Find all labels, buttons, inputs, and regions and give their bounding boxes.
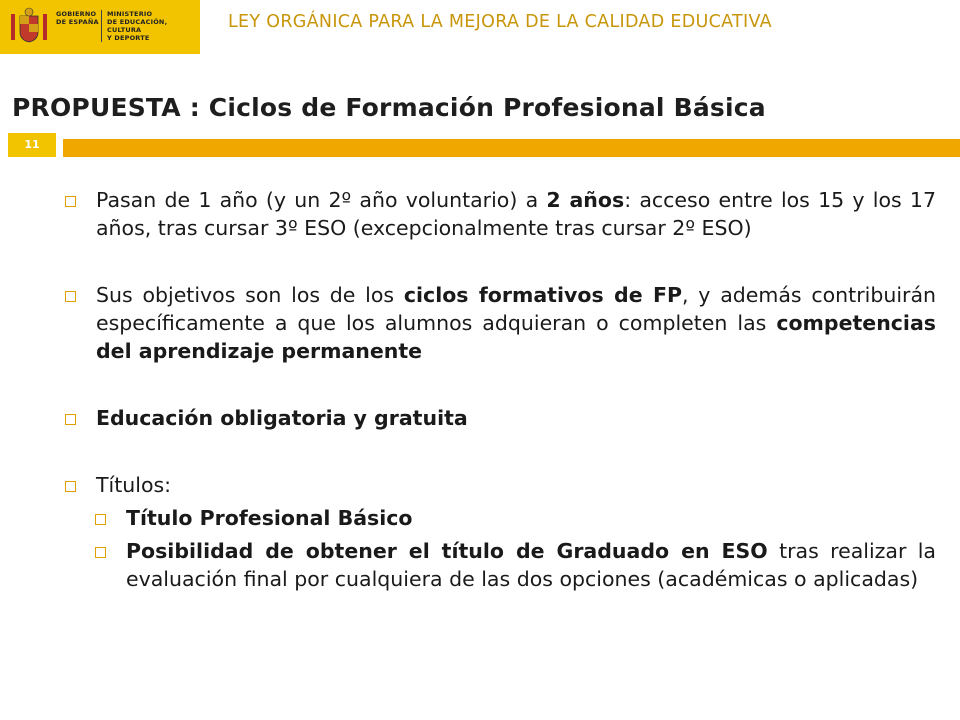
slide-title: PROPUESTA : Ciclos de Formación Profesional Básica (12, 93, 766, 122)
accent-bar (63, 139, 960, 157)
square-bullet-icon (65, 291, 76, 302)
government-label: GOBIERNO DE ESPAÑA (56, 10, 99, 26)
ministry-label: MINISTERIO DE EDUCACIÓN, CULTURA Y DEPORTE (107, 10, 168, 42)
header-title: LEY ORGÁNICA PARA LA MEJORA DE LA CALIDAD EDUCATIVA (228, 12, 772, 32)
bullet-item-objectives: Sus objetivos son los de los ciclos formativos de FP, y además contribuirán específicamente a que los alumnos adquieran o completen las competencias del aprendizaje permanente (60, 281, 936, 365)
square-bullet-icon (65, 414, 76, 425)
bullet-item-duration: Pasan de 1 año (y un 2º año voluntario) a 2 años: acceso entre los 15 y los 17 años, tras cursar 3º ESO (excepcionalmente tras cursar 2º ESO) (60, 186, 936, 242)
bullet-item-compulsory: Educación obligatoria y gratuita (60, 404, 936, 432)
square-bullet-icon (65, 196, 76, 207)
coat-of-arms-icon (8, 6, 50, 48)
logo-divider (101, 10, 102, 42)
square-bullet-icon (95, 547, 106, 558)
square-bullet-icon (95, 514, 106, 525)
slide-number: 11 (8, 133, 56, 157)
square-bullet-icon (65, 481, 76, 492)
ministry-logo (0, 0, 200, 54)
bullet-item-titles: Títulos: (60, 471, 936, 499)
sub-item-basic-title: Título Profesional Básico (90, 504, 936, 532)
slide-content (60, 186, 936, 593)
sub-item-eso-title: Posibilidad de obtener el título de Graduado en ESO tras realizar la evaluación final por cualquiera de las dos opciones (académicas o aplicadas) (90, 537, 936, 593)
